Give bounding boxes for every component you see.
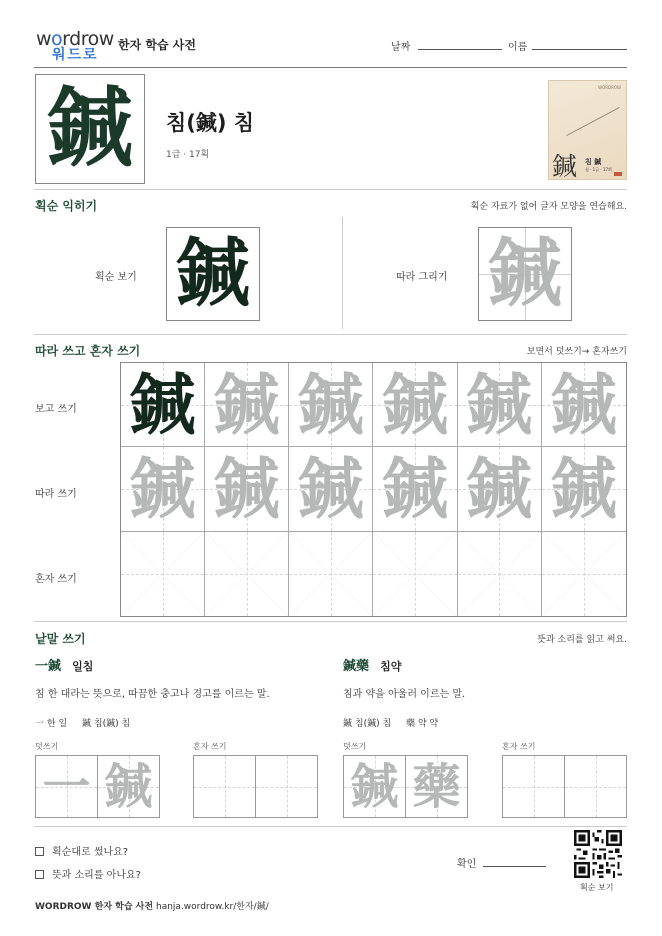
stroke-section-heading: 획순 익히기 xyxy=(35,199,98,213)
word-trace-box[interactable]: 一 xyxy=(35,755,98,818)
word-trace-label: 덧쓰기 xyxy=(35,742,59,751)
writing-cell[interactable] xyxy=(373,532,457,616)
writing-cell[interactable] xyxy=(205,532,289,616)
footer-brand: WORDROW 한자 학습 사전 xyxy=(35,902,154,912)
trace-character: 鍼 xyxy=(382,365,449,444)
row-label-see: 보고 쓰기 xyxy=(35,404,77,415)
section-divider xyxy=(34,826,627,827)
stroke-view-label: 획순 보기 xyxy=(95,272,137,283)
name-field[interactable] xyxy=(532,49,627,50)
cover-badge xyxy=(614,172,622,176)
trace-character: 鍼 xyxy=(550,365,617,444)
trace-character: 鍼 xyxy=(488,231,562,317)
character-meta: 1급 · 17획 xyxy=(166,150,210,160)
word-trace-box[interactable]: 藥 xyxy=(405,755,468,818)
trace-character: 鍼 xyxy=(297,449,364,528)
word-parts: 一 한 일 鍼 침(鍼) 침 xyxy=(35,719,131,729)
header-divider xyxy=(34,67,627,68)
writing-cell[interactable] xyxy=(373,447,457,531)
words-section-note: 뜻과 소리를 읽고 써요. xyxy=(537,635,627,645)
stroke-divider xyxy=(342,217,343,329)
word-description: 침 한 대라는 뜻으로, 따끔한 충고나 경고를 이르는 말. xyxy=(35,689,270,700)
main-character: 鍼 xyxy=(47,78,133,179)
word-heading: 一鍼 일침 xyxy=(35,659,94,674)
book-cover-image: WORDROW 鍼 침 鍼 침 · 1급 · 17획 xyxy=(548,80,627,180)
writing-section-heading: 따라 쓰고 혼자 쓰기 xyxy=(35,344,141,358)
footer-url[interactable]: hanja.wordrow.kr/한자/鍼/ xyxy=(156,902,269,912)
trace-character: 鍼 xyxy=(129,449,196,528)
trace-character: 鍼 xyxy=(466,449,533,528)
date-label: 날짜 xyxy=(391,42,411,53)
trace-character: 鍼 xyxy=(550,449,617,528)
character-title: 침(鍼) 침 xyxy=(166,111,255,135)
writing-cell[interactable] xyxy=(458,363,542,447)
trace-character: 鍼 xyxy=(382,449,449,528)
confirm-label: 확인 xyxy=(457,859,477,870)
writing-cell[interactable] xyxy=(542,363,626,447)
writing-cell[interactable] xyxy=(289,447,373,531)
word-trace-label: 덧쓰기 xyxy=(343,742,367,751)
checklist-item[interactable]: 획순대로 썼나요? xyxy=(35,843,128,858)
checkbox[interactable] xyxy=(35,847,44,856)
word-alone-box[interactable] xyxy=(193,755,256,818)
trace-character: 鍼 xyxy=(297,365,364,444)
word-heading: 鍼藥 침약 xyxy=(343,659,402,674)
logo-wordmark: wordrow xyxy=(36,28,114,50)
writing-cell[interactable] xyxy=(121,447,205,531)
row-label-trace: 따라 쓰기 xyxy=(35,489,77,500)
stroke-view-box xyxy=(166,227,260,321)
word-trace-box[interactable]: 鍼 xyxy=(343,755,406,818)
word-alone-label: 혼자 쓰기 xyxy=(502,742,536,751)
writing-cell[interactable] xyxy=(205,363,289,447)
trace-box[interactable] xyxy=(478,227,572,321)
writing-cell[interactable] xyxy=(542,532,626,616)
trace-character: 鍼 xyxy=(213,449,280,528)
writing-cell[interactable] xyxy=(373,363,457,447)
writing-cell[interactable] xyxy=(121,532,205,616)
model-character: 鍼 xyxy=(129,365,196,444)
trace-label: 따라 그리기 xyxy=(396,272,448,283)
stroke-view-character: 鍼 xyxy=(176,231,250,317)
word-trace-box[interactable]: 鍼 xyxy=(97,755,160,818)
writing-section-note: 보면서 덧쓰기→ 혼자쓰기 xyxy=(526,347,627,357)
row-label-alone: 혼자 쓰기 xyxy=(35,574,77,585)
logo-korean: 워드로 xyxy=(52,47,99,63)
date-field[interactable] xyxy=(418,49,502,50)
header-title: 한자 학습 사전 xyxy=(118,38,196,52)
trace-character: 鍼 xyxy=(466,365,533,444)
trace-character: 鍼 xyxy=(213,365,280,444)
qr-label: 획순 보기 xyxy=(580,883,614,892)
writing-cell[interactable] xyxy=(458,532,542,616)
word-alone-box[interactable] xyxy=(502,755,565,818)
qr-code[interactable] xyxy=(574,830,622,878)
stroke-section-note: 획순 자료가 없어 글자 모양을 연습해요. xyxy=(470,202,627,212)
writing-cell[interactable] xyxy=(205,447,289,531)
writing-cell[interactable] xyxy=(289,532,373,616)
checkbox[interactable] xyxy=(35,870,44,879)
word-description: 침과 약을 아울러 이르는 말. xyxy=(343,689,466,700)
word-parts: 鍼 침(鍼) 침 藥 약 약 xyxy=(343,719,439,729)
section-divider xyxy=(34,621,627,622)
section-divider xyxy=(34,334,627,335)
needle-graphic xyxy=(566,107,619,136)
section-divider xyxy=(34,189,627,190)
checklist-item[interactable]: 뜻과 소리를 아나요? xyxy=(35,866,141,881)
word-alone-box[interactable] xyxy=(255,755,318,818)
writing-grid xyxy=(120,362,627,617)
word-alone-label: 혼자 쓰기 xyxy=(193,742,227,751)
words-section-heading: 낱말 쓰기 xyxy=(35,632,86,646)
writing-cell[interactable] xyxy=(542,447,626,531)
writing-cell[interactable] xyxy=(458,447,542,531)
main-character-box xyxy=(35,74,145,184)
writing-cell xyxy=(121,363,205,447)
writing-cell[interactable] xyxy=(289,363,373,447)
name-label: 이름 xyxy=(508,42,528,53)
confirm-field[interactable] xyxy=(483,866,546,867)
word-alone-box[interactable] xyxy=(564,755,627,818)
